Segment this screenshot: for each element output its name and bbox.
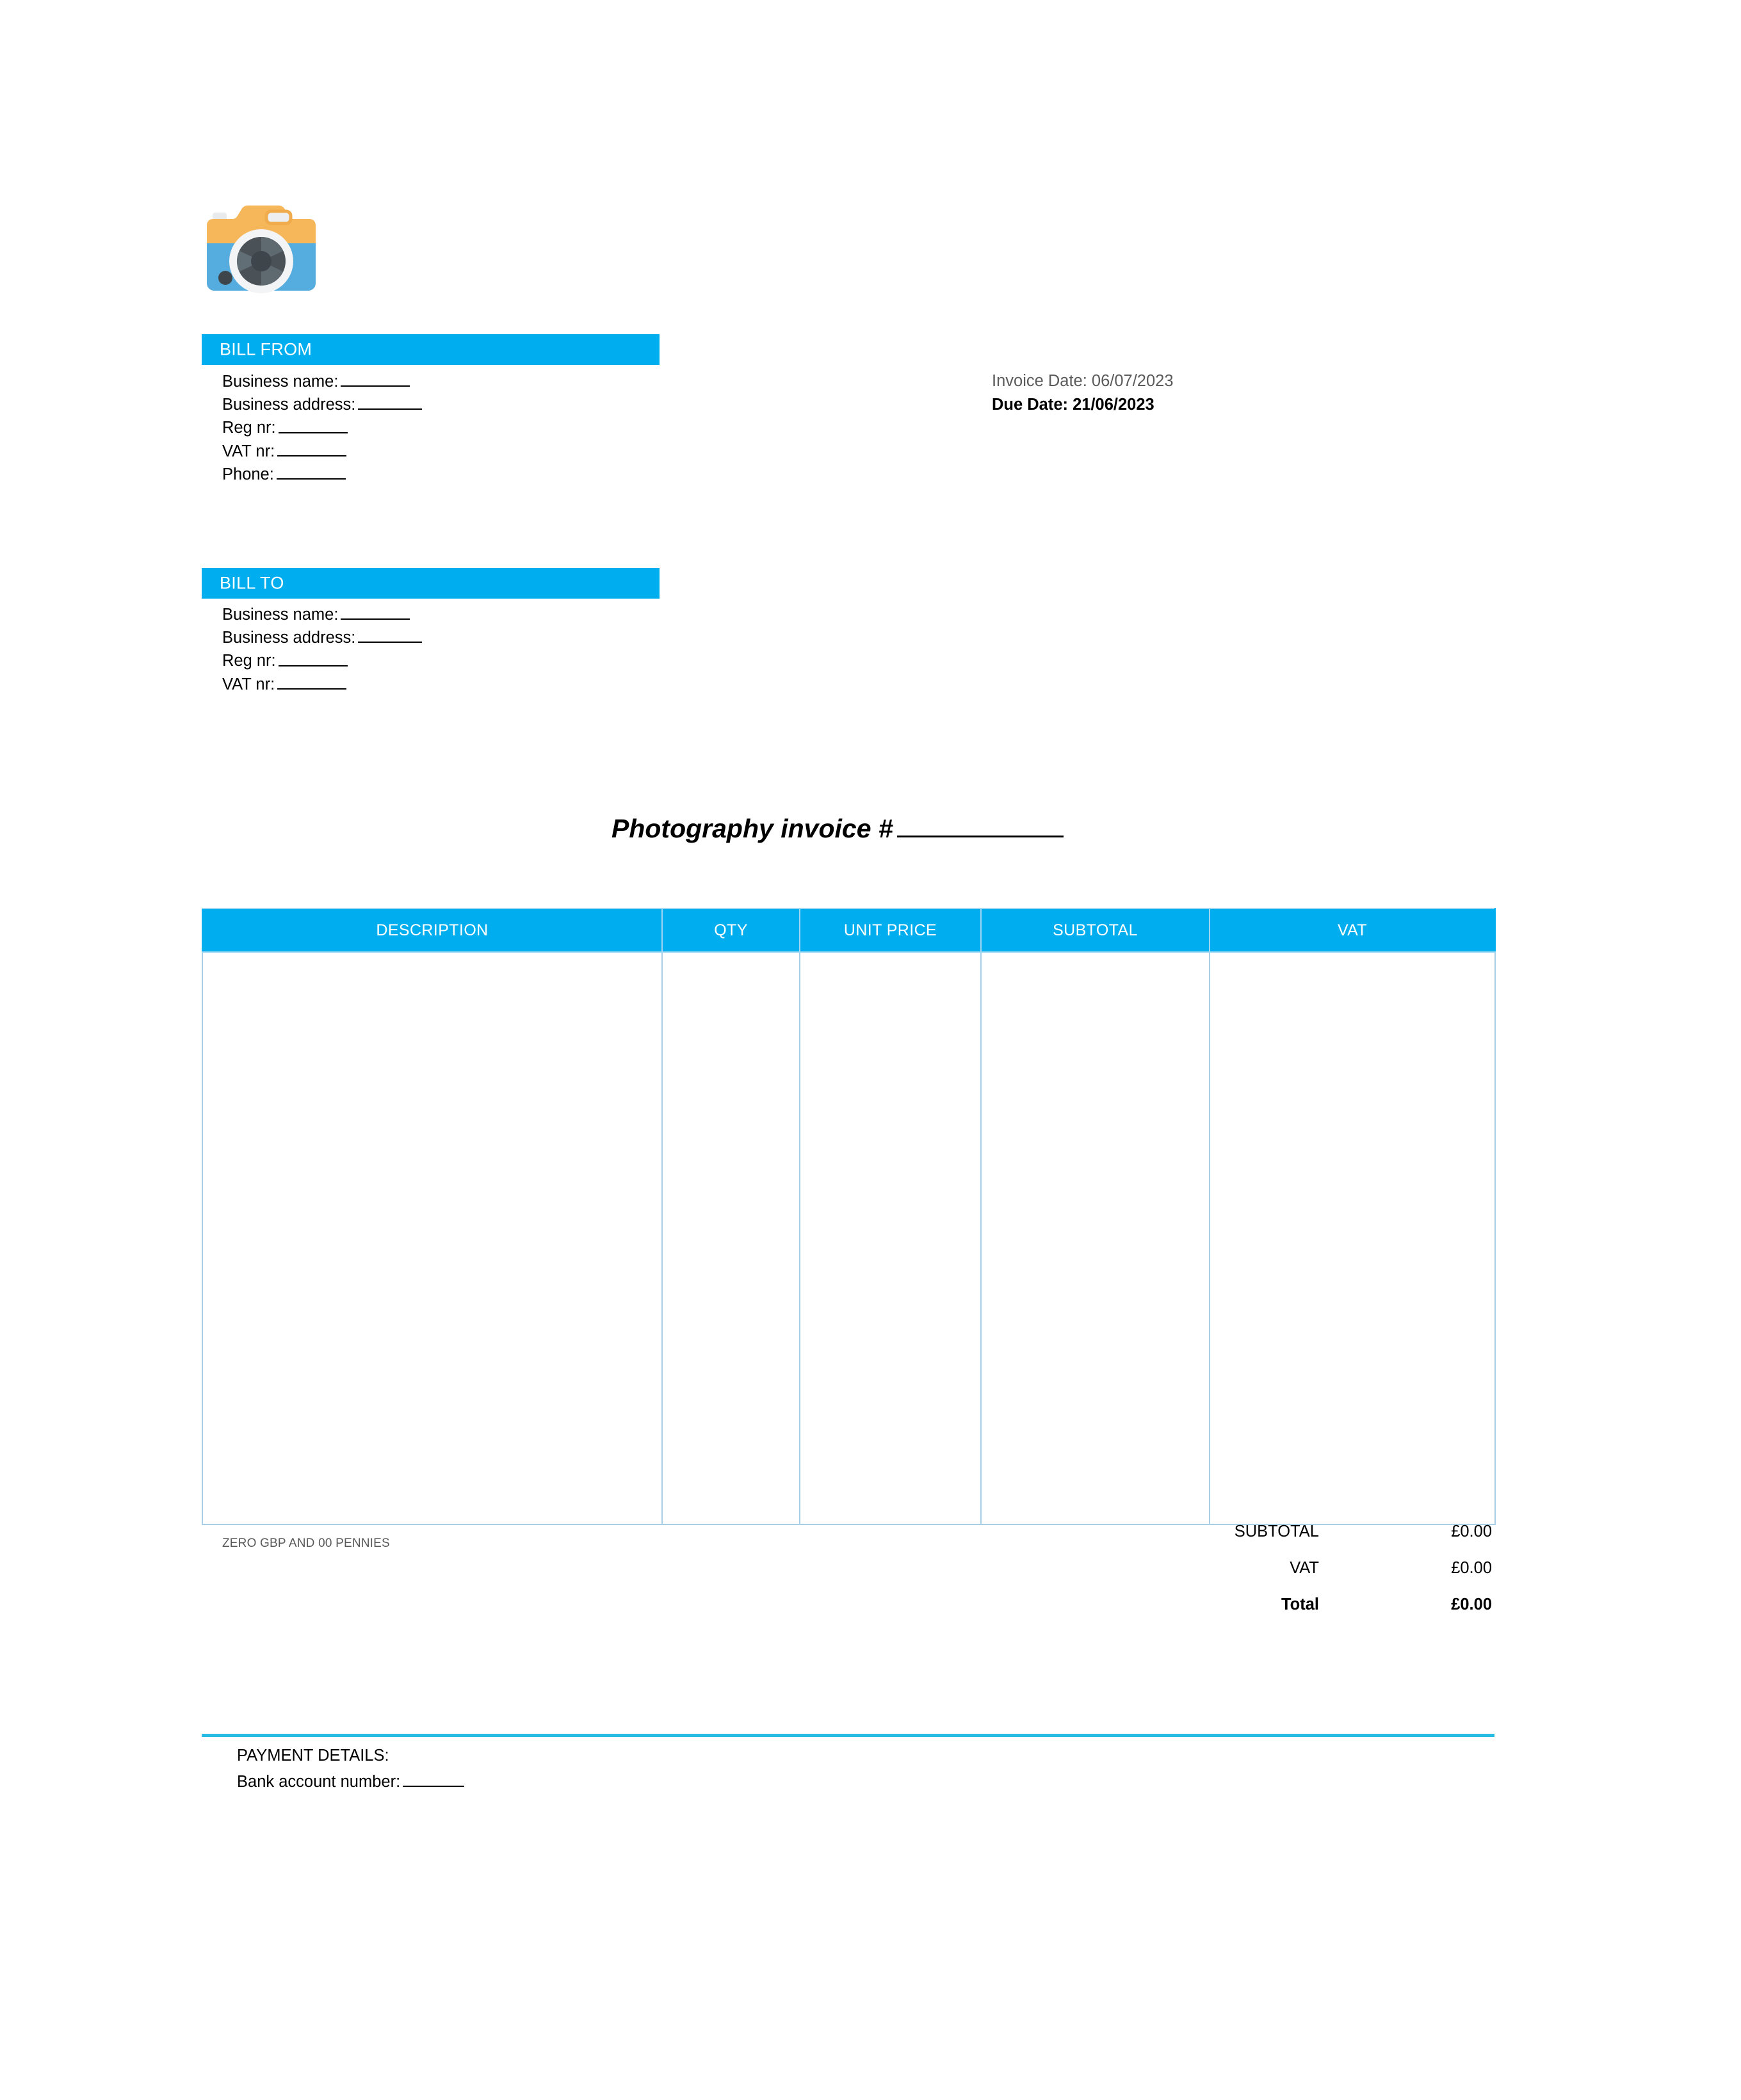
table-header-row <box>202 909 1495 952</box>
bill-to-vat-nr-row <box>222 673 422 696</box>
bill-to-vat-nr-label: VAT nr: <box>222 675 275 693</box>
cell-subtotal[interactable] <box>981 952 1210 1524</box>
bill-to-business-address-row <box>222 626 422 649</box>
column-header-subtotal: SUBTOTAL <box>981 909 1210 952</box>
bill-to-heading: BILL TO <box>220 573 284 593</box>
invoice-dates <box>992 369 1174 417</box>
bill-from-phone-row <box>222 463 422 486</box>
cell-qty[interactable] <box>662 952 800 1524</box>
bill-from-vat-nr-label: VAT nr: <box>222 442 275 460</box>
bill-from-header <box>202 334 660 365</box>
invoice-number-input[interactable] <box>897 812 1064 837</box>
totals-total-label: Total <box>1281 1595 1319 1613</box>
footer-divider <box>202 1734 1494 1737</box>
bank-account-input[interactable] <box>403 1770 464 1787</box>
bill-to-business-name-input[interactable] <box>341 603 410 620</box>
totals-vat-value: £0.00 <box>1451 1559 1492 1577</box>
table-row <box>202 952 1495 1524</box>
bill-to-business-name-row <box>222 603 422 626</box>
totals-row-subtotal <box>1024 1522 1494 1559</box>
bill-from-reg-nr-input[interactable] <box>279 416 348 433</box>
bill-to-vat-nr-input[interactable] <box>277 673 346 690</box>
bill-to-header <box>202 568 660 599</box>
totals-block <box>1024 1522 1494 1632</box>
column-header-unit-price: UNIT PRICE <box>800 909 981 952</box>
totals-row-vat <box>1024 1559 1494 1595</box>
bill-to-reg-nr-row <box>222 649 422 672</box>
totals-total-value: £0.00 <box>1451 1595 1492 1613</box>
payment-details-title: PAYMENT DETAILS: <box>237 1747 389 1765</box>
line-items-table <box>202 908 1496 1525</box>
bill-from-phone-input[interactable] <box>277 463 346 480</box>
bill-to-business-address-input[interactable] <box>358 626 422 643</box>
bill-from-business-address-label: Business address: <box>222 396 356 414</box>
cell-vat[interactable] <box>1210 952 1495 1524</box>
bill-from-heading: BILL FROM <box>220 339 312 359</box>
payment-details <box>237 1743 464 1795</box>
bank-account-label: Bank account number: <box>237 1773 401 1791</box>
totals-vat-label: VAT <box>1290 1559 1319 1577</box>
bill-from-vat-nr-input[interactable] <box>277 440 346 456</box>
invoice-date: Invoice Date: 06/07/2023 <box>992 372 1174 390</box>
cell-unit-price[interactable] <box>800 952 981 1524</box>
bill-to-fields <box>222 603 422 696</box>
column-header-qty: QTY <box>662 909 800 952</box>
column-header-vat: VAT <box>1210 909 1495 952</box>
bill-to-reg-nr-label: Reg nr: <box>222 652 276 670</box>
totals-subtotal-value: £0.00 <box>1451 1522 1492 1540</box>
bill-from-business-name-input[interactable] <box>341 370 410 387</box>
bill-from-business-address-row <box>222 393 422 416</box>
column-header-description: DESCRIPTION <box>202 909 662 952</box>
cell-description[interactable] <box>202 952 662 1524</box>
bill-from-vat-nr-row <box>222 440 422 463</box>
totals-subtotal-label: SUBTOTAL <box>1234 1522 1319 1540</box>
bill-from-business-address-input[interactable] <box>358 393 422 410</box>
page-title <box>611 812 1064 844</box>
bill-to-business-name-label: Business name: <box>222 606 339 624</box>
bill-from-phone-label: Phone: <box>222 465 274 484</box>
page-title-text: Photography invoice # <box>611 813 893 843</box>
bill-to-reg-nr-input[interactable] <box>279 649 348 666</box>
totals-row-total <box>1024 1595 1494 1632</box>
bill-from-reg-nr-label: Reg nr: <box>222 419 276 437</box>
bill-to-business-address-label: Business address: <box>222 629 356 647</box>
bill-from-reg-nr-row <box>222 416 422 439</box>
bank-account-row <box>237 1769 464 1795</box>
amount-in-words: ZERO GBP AND 00 PENNIES <box>222 1537 390 1550</box>
bill-from-fields <box>222 370 422 486</box>
camera-icon <box>195 192 327 301</box>
due-date: Due Date: 21/06/2023 <box>992 396 1154 414</box>
bill-from-business-name-label: Business name: <box>222 373 339 391</box>
bill-from-business-name-row <box>222 370 422 393</box>
